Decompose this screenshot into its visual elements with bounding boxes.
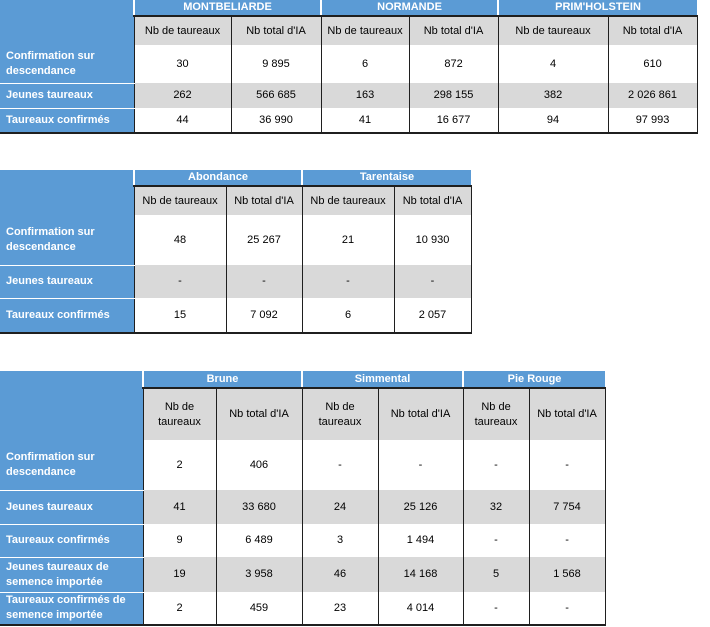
table-row (0, 108, 697, 133)
table-cell: 7 754 (529, 490, 605, 524)
row-label: Jeunes taureaux de semence importée (0, 557, 143, 592)
column-header-nb-taureaux: Nb de taureaux (134, 186, 226, 215)
table-corner (0, 371, 143, 440)
table-cell: 24 (302, 490, 378, 524)
table-row (0, 83, 697, 108)
table-corner (0, 0, 134, 45)
table-corner (0, 170, 134, 215)
table-cell: 46 (302, 557, 378, 592)
table-cell: 23 (302, 592, 378, 625)
table-cell: 16 677 (409, 108, 498, 133)
table-cell: 2 (143, 440, 216, 490)
column-header-nb-taureaux: Nb de taureaux (321, 16, 409, 45)
row-label: Taureaux confirmés (0, 298, 134, 333)
table-row (0, 524, 605, 557)
table-cell: 459 (216, 592, 302, 625)
table-cell: 610 (608, 45, 697, 83)
breed-header-brune: Brune (143, 371, 302, 388)
table-cell: 41 (143, 490, 216, 524)
table-cell: 97 993 (608, 108, 697, 133)
table-cell: 94 (498, 108, 608, 133)
column-header-nb-taureaux: Nb de taureaux (302, 388, 378, 440)
table-row (0, 440, 605, 490)
row-label: Jeunes taureaux (0, 83, 134, 108)
table-cell: - (463, 592, 529, 625)
column-header-nb-taureaux: Nb de taureaux (498, 16, 608, 45)
table-cell: 298 155 (409, 83, 498, 108)
table-cell: 21 (302, 215, 394, 265)
table-cell: 6 (321, 45, 409, 83)
table-cell: 163 (321, 83, 409, 108)
table-cell: 3 958 (216, 557, 302, 592)
table-cell: 6 489 (216, 524, 302, 557)
column-header-nb-ia: Nb total d'IA (394, 186, 471, 215)
table-cell: 10 930 (394, 215, 471, 265)
table-cell: 9 (143, 524, 216, 557)
table-cell: - (463, 524, 529, 557)
table-cell: 1 568 (529, 557, 605, 592)
table-cell: 7 092 (226, 298, 302, 333)
table-cell: 5 (463, 557, 529, 592)
row-label: Jeunes taureaux (0, 490, 143, 524)
table-cell: 25 267 (226, 215, 302, 265)
table-row (0, 215, 471, 265)
column-header-nb-ia: Nb total d'IA (216, 388, 302, 440)
breed-header-pierouge: Pie Rouge (463, 371, 605, 388)
table-row (0, 45, 697, 83)
row-label: Confirmation sur descendance (0, 215, 134, 265)
breed-header-normande: NORMANDE (321, 0, 498, 16)
table-cell: 14 168 (378, 557, 463, 592)
table-cell: 382 (498, 83, 608, 108)
table-cell: 406 (216, 440, 302, 490)
column-header-nb-taureaux: Nb de taureaux (463, 388, 529, 440)
table-cell: - (302, 440, 378, 490)
column-header-nb-ia: Nb total d'IA (409, 16, 498, 45)
table-row (0, 265, 471, 298)
table-montbeliarde-normande-holstein (0, 0, 698, 134)
column-header-nb-ia: Nb total d'IA (378, 388, 463, 440)
row-label: Confirmation sur descendance (0, 440, 143, 490)
table-abondance-tarentaise (0, 170, 472, 334)
table-cell: - (463, 440, 529, 490)
breed-header-abondance: Abondance (134, 170, 302, 186)
column-header-nb-taureaux: Nb de taureaux (302, 186, 394, 215)
table-cell: 2 057 (394, 298, 471, 333)
column-header-nb-ia: Nb total d'IA (231, 16, 321, 45)
table-cell: - (394, 265, 471, 298)
table-cell: - (529, 524, 605, 557)
table-cell: 25 126 (378, 490, 463, 524)
table-cell: 1 494 (378, 524, 463, 557)
table-row (0, 592, 605, 625)
column-header-nb-ia: Nb total d'IA (226, 186, 302, 215)
column-header-nb-ia: Nb total d'IA (608, 16, 697, 45)
table-cell: 9 895 (231, 45, 321, 83)
table-cell: 19 (143, 557, 216, 592)
table-cell: - (302, 265, 394, 298)
breed-header-simmental: Simmental (302, 371, 463, 388)
table-cell: 6 (302, 298, 394, 333)
table-cell: 30 (134, 45, 231, 83)
table-cell: 2 (143, 592, 216, 625)
breed-header-montbeliarde: MONTBELIARDE (134, 0, 321, 16)
row-label: Jeunes taureaux (0, 265, 134, 298)
table-cell: - (226, 265, 302, 298)
table-cell: 4 (498, 45, 608, 83)
table-row (0, 557, 605, 592)
table-cell: 33 680 (216, 490, 302, 524)
table-cell: - (529, 440, 605, 490)
table-cell: 44 (134, 108, 231, 133)
table-cell: 566 685 (231, 83, 321, 108)
table-cell: 32 (463, 490, 529, 524)
table-cell: 36 990 (231, 108, 321, 133)
breed-header-primholstein: PRIM'HOLSTEIN (498, 0, 697, 16)
table-cell: 3 (302, 524, 378, 557)
breed-header-tarentaise: Tarentaise (302, 170, 471, 186)
table-cell: 2 026 861 (608, 83, 697, 108)
row-label: Taureaux confirmés de semence importée (0, 592, 143, 625)
table-cell: 48 (134, 215, 226, 265)
table-cell: 872 (409, 45, 498, 83)
table-cell: 15 (134, 298, 226, 333)
table-cell: - (529, 592, 605, 625)
column-header-nb-taureaux: Nb de taureaux (143, 388, 216, 440)
table-cell: 262 (134, 83, 231, 108)
table-cell: 4 014 (378, 592, 463, 625)
column-header-nb-ia: Nb total d'IA (529, 388, 605, 440)
row-label: Taureaux confirmés (0, 108, 134, 133)
table-row (0, 298, 471, 333)
table-cell: - (134, 265, 226, 298)
table-cell: - (378, 440, 463, 490)
table-cell: 41 (321, 108, 409, 133)
row-label: Taureaux confirmés (0, 524, 143, 557)
table-brune-simmental-pierouge (0, 371, 606, 626)
row-label: Confirmation sur descendance (0, 45, 134, 83)
table-row (0, 490, 605, 524)
column-header-nb-taureaux: Nb de taureaux (134, 16, 231, 45)
